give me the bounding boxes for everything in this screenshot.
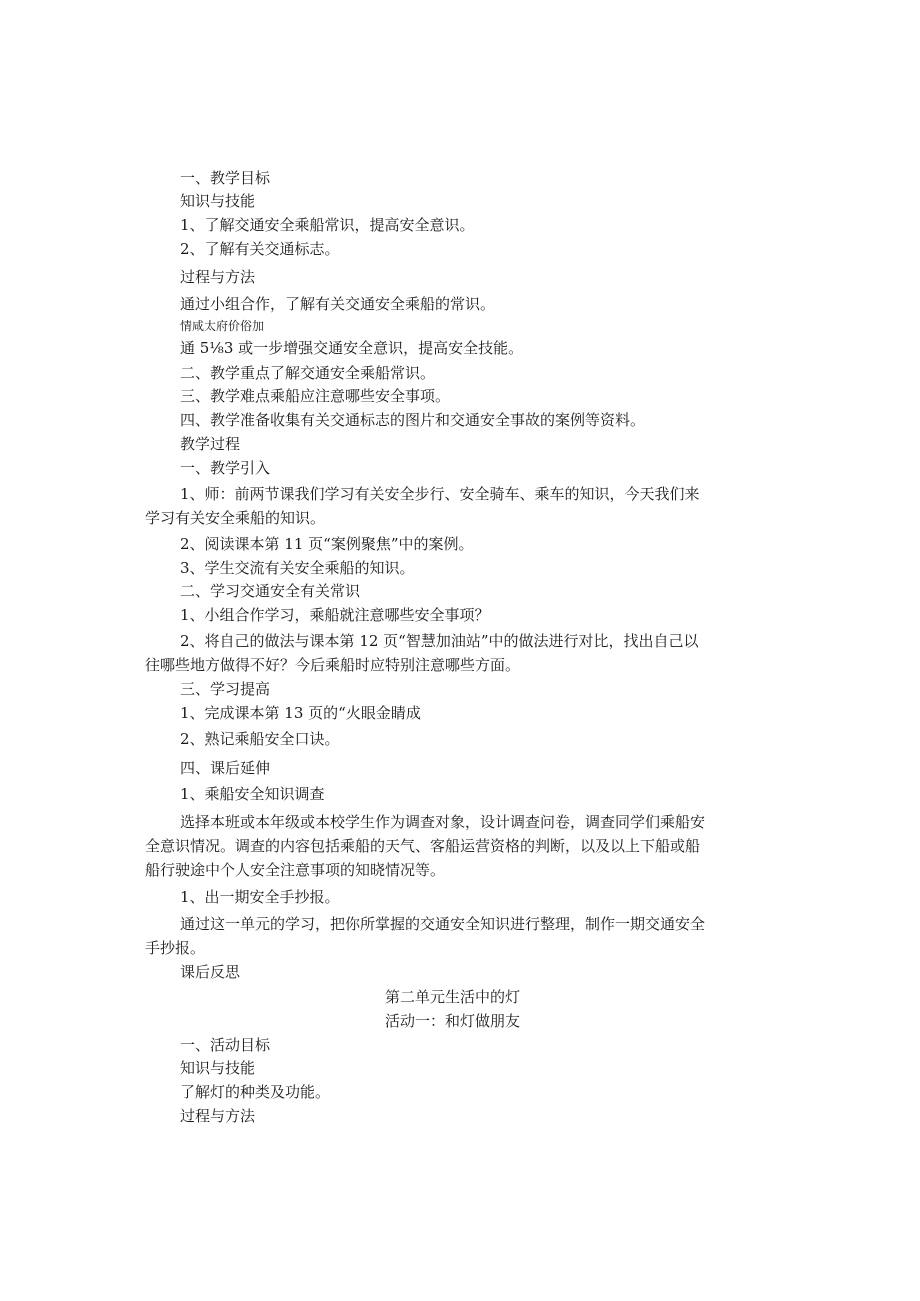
text-line: 1、出一期安全手抄报。 xyxy=(180,888,340,906)
subheading-knowledge-skills: 知识与技能 xyxy=(180,192,256,210)
text-line: 1、完成课本第 13 页的“火眼金睛成 xyxy=(180,704,421,722)
text-line: 全意识情况。调查的内容包括乘船的天气、客船运营资格的判断，以及以上下船或船 xyxy=(145,837,701,855)
text-line: 了解灯的种类及功能。 xyxy=(180,1083,331,1101)
text-line: 通过这一单元的学习，把你所掌握的交通安全知识进行整理，制作一期交通安全 xyxy=(180,915,706,933)
text-line: 船行驶途中个人安全注意事项的知晓情况等。 xyxy=(145,861,446,879)
text-line: 1、师：前两节课我们学习有关安全步行、安全骑车、乘车的知识，今天我们来 xyxy=(180,485,700,503)
heading-safety-knowledge: 二、学习交通安全有关常识 xyxy=(180,582,361,600)
heading-reflection: 课后反思 xyxy=(180,963,241,981)
subheading-process-methods: 过程与方法 xyxy=(180,268,256,286)
heading-extension: 四、课后延伸 xyxy=(180,759,271,777)
subheading-knowledge-skills-2: 知识与技能 xyxy=(180,1059,256,1077)
text-line: 1、小组合作学习，乘船就注意哪些安全事项？ xyxy=(180,606,490,624)
heading-improvement: 三、学习提高 xyxy=(180,680,271,698)
text-line: 手抄报。 xyxy=(145,939,206,957)
heading-teaching-process: 教学过程 xyxy=(180,435,241,453)
text-line: 通过小组合作，了解有关交通安全乘船的常识。 xyxy=(180,295,496,313)
text-line: 2、将自己的做法与课本第 12 页“智慧加油站”中的做法进行对比，找出自己以 xyxy=(180,632,699,650)
heading-preparation: 四、教学准备收集有关交通标志的图片和交通安全事故的案例等资料。 xyxy=(180,411,646,429)
text-line: 往哪些地方做得不好？今后乘船时应特别注意哪些方面。 xyxy=(145,656,521,674)
text-line: 2、了解有关交通标志。 xyxy=(180,240,340,258)
activity-title: 活动一：和灯做朋友 xyxy=(385,1012,521,1030)
subheading-process-methods-2: 过程与方法 xyxy=(180,1107,256,1125)
heading-key-points: 二、教学重点了解交通安全乘船常识。 xyxy=(180,364,436,382)
text-line-garbled: 情咸太府价俗加 xyxy=(180,319,265,333)
text-line: 1、了解交通安全乘船常识，提高安全意识。 xyxy=(180,216,475,234)
heading-teaching-goals: 一、教学目标 xyxy=(180,169,271,187)
heading-activity-goals: 一、活动目标 xyxy=(180,1036,271,1054)
text-line: 学习有关安全乘船的知识。 xyxy=(145,509,326,527)
text-line: 2、熟记乘船安全口诀。 xyxy=(180,730,340,748)
text-line: 2、阅读课本第 11 页“案例聚焦”中的案例。 xyxy=(180,535,474,553)
unit-title: 第二单元生活中的灯 xyxy=(385,988,521,1006)
text-line: 3、学生交流有关安全乘船的知识。 xyxy=(180,559,415,577)
heading-introduction: 一、教学引入 xyxy=(180,459,271,477)
text-line: 1、乘船安全知识调查 xyxy=(180,785,325,803)
text-line: 选择本班或本年级或本校学生作为调查对象，设计调查问卷，调查同学们乘船安 xyxy=(180,813,706,831)
heading-difficult-points: 三、教学难点乘船应注意哪些安全事项。 xyxy=(180,387,451,405)
text-line: 通 5⅛3 或一步增强交通安全意识，提高安全技能。 xyxy=(180,339,524,357)
